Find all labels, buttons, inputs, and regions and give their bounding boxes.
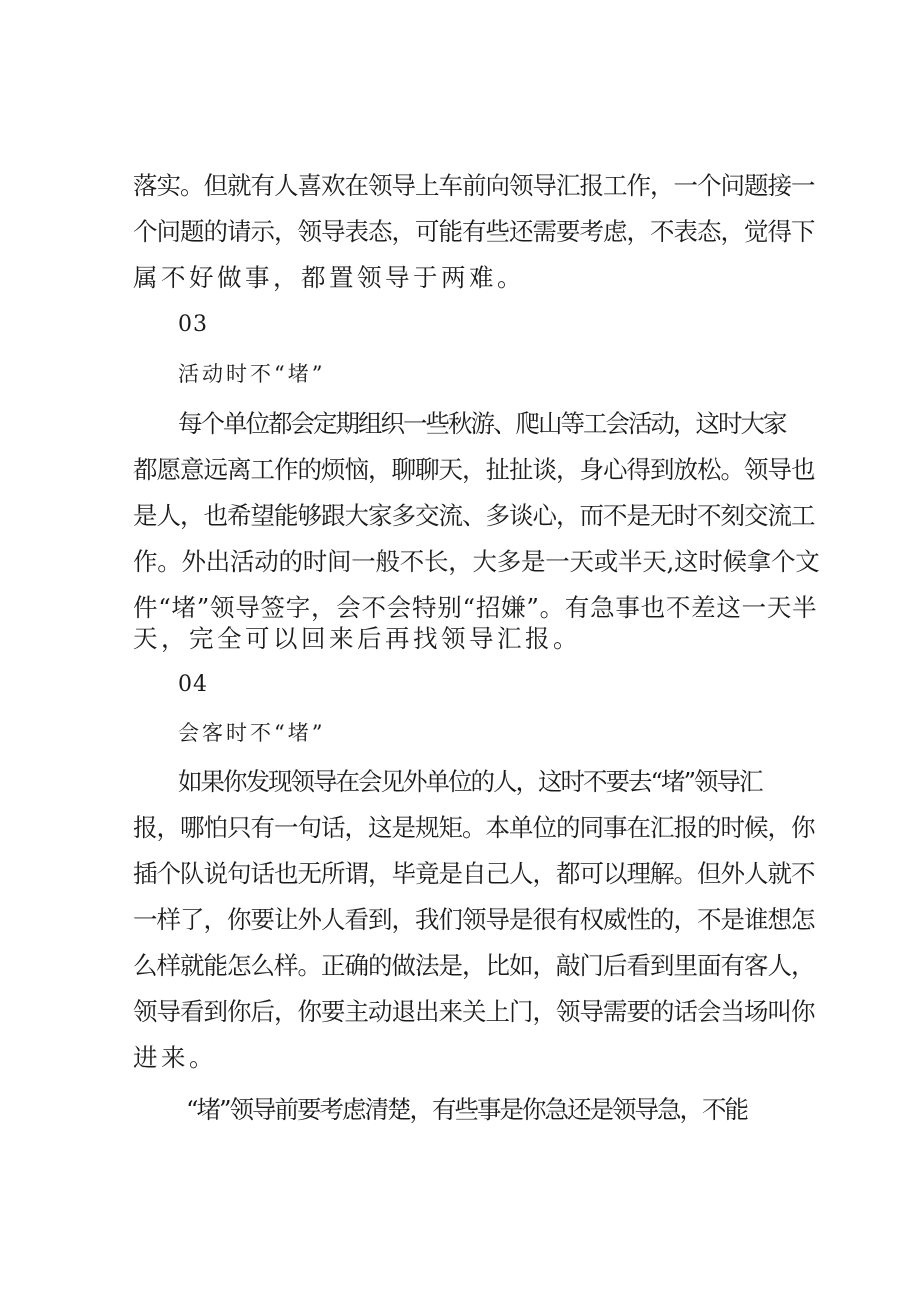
- paragraph-line: “堵”领导前要考虑清楚，有些事是你急还是领导急，不能: [186, 1095, 748, 1124]
- section-number-03: 03: [178, 312, 208, 337]
- paragraph-line: 件“堵”领导签字，会不会特别“招嫌”。有急事也不差这一天半: [133, 593, 818, 622]
- section-title-03: 活动时不“堵”: [178, 362, 326, 386]
- paragraph-line: 天，完全可以回来后再找领导汇报。: [133, 624, 581, 653]
- paragraph-line: 报，哪怕只有一句话，这是规矩。本单位的同事在汇报的时候，你: [133, 813, 815, 842]
- paragraph-line: 落实。但就有人喜欢在领导上车前向领导汇报工作，一个问题接一: [133, 171, 815, 200]
- paragraph-line: 每个单位都会定期组织一些秋游、爬山等工会活动，这时大家: [178, 409, 786, 438]
- paragraph-line: 插个队说句话也无所谓，毕竟是自己人，都可以理解。但外人就不: [133, 859, 815, 888]
- paragraph-line: 作。外出活动的时间一般不长，大多是一天或半天,这时候拿个文: [133, 547, 820, 576]
- paragraph-line: 是人，也希望能够跟大家多交流、多谈心，而不是无时不刻交流工: [133, 501, 815, 530]
- paragraph-line: 领导看到你后，你要主动退出来关上门，领导需要的话会当场叫你: [133, 997, 815, 1026]
- paragraph-line: 都愿意远离工作的烦恼，聊聊天，扯扯谈，身心得到放松。领导也: [133, 455, 815, 484]
- section-title-04: 会客时不“堵”: [178, 721, 326, 745]
- paragraph-line: 如果你发现领导在会见外单位的人，这时不要去“堵”领导汇: [178, 767, 762, 796]
- paragraph-line: 么样就能怎么样。正确的做法是，比如，敲门后看到里面有客人，: [133, 951, 815, 980]
- paragraph-line: 个问题的请示，领导表态，可能有些还需要考虑，不表态，觉得下: [133, 217, 815, 246]
- paragraph-line: 属不好做事，都置领导于两难。: [133, 263, 525, 292]
- paragraph-line: 一样了，你要让外人看到，我们领导是很有权威性的，不是谁想怎: [133, 905, 815, 934]
- paragraph-line: 进来。: [133, 1043, 217, 1072]
- section-number-04: 04: [178, 672, 208, 697]
